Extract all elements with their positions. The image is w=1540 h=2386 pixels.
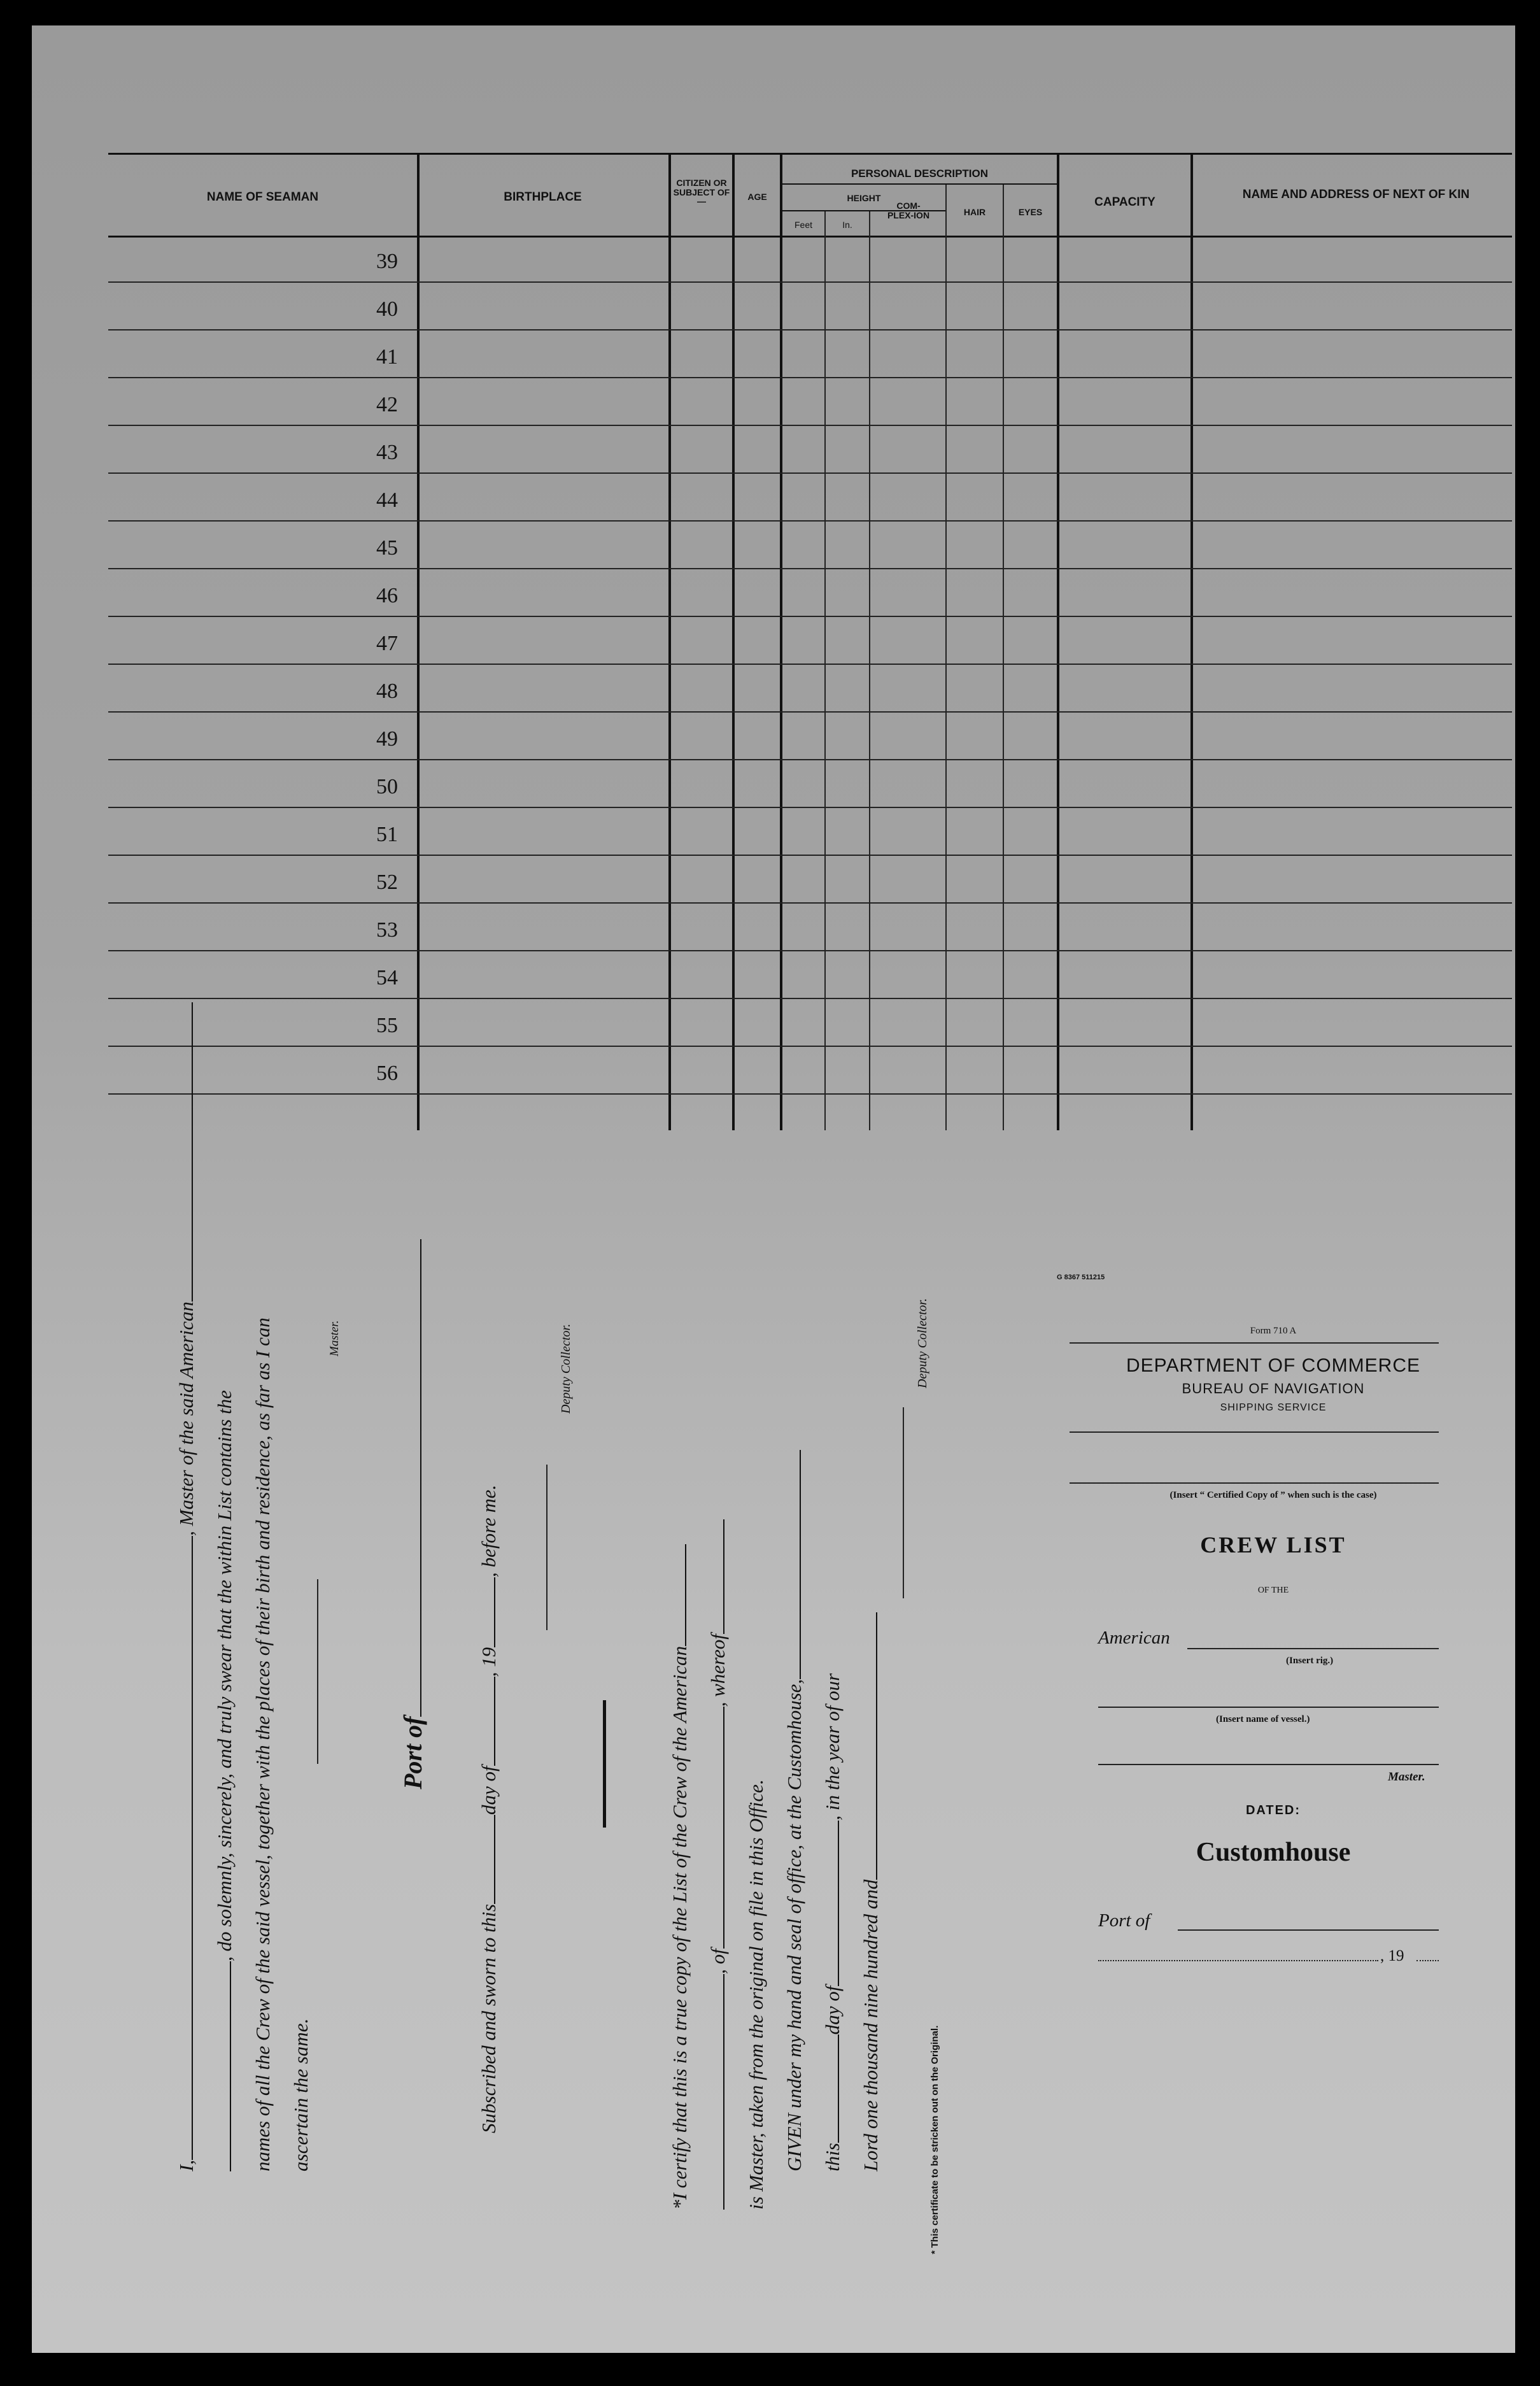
oath-subscribed-line	[477, 1485, 500, 2133]
row-rule	[108, 329, 1512, 330]
table-row	[108, 331, 1512, 379]
row-rule	[108, 759, 1512, 760]
header-capacity: CAPACITY	[1094, 195, 1155, 209]
oath-line-4: ascertain the same.	[290, 2018, 312, 2171]
header-personal-description: PERSONAL DESCRIPTION	[851, 167, 989, 180]
crew-list-title: CREW LIST	[1200, 1532, 1346, 1558]
row-number: 45	[376, 536, 398, 560]
row-number: 56	[376, 1062, 398, 1085]
cover-port-of-label: Port of	[1098, 1910, 1150, 1931]
cert-line4-text: GIVEN under my hand and seal of office, at the Customhouse,	[783, 1679, 805, 2171]
american-label: American	[1098, 1628, 1170, 1648]
subscribed-month-blank	[494, 1677, 495, 1766]
oath-line-3: names of all the Crew of the said vessel, together with the places of their birth and residence, as far as I can	[251, 1317, 274, 2171]
table-row	[108, 761, 1512, 809]
table-top-rule	[108, 153, 1512, 155]
row-number: 55	[376, 1014, 398, 1037]
cover-date-blank	[1098, 1960, 1378, 1961]
row-rule	[108, 902, 1512, 904]
cert-customhouse-blank	[800, 1450, 801, 1679]
cover-port-blank	[1178, 1929, 1439, 1931]
row-number: 46	[376, 584, 398, 607]
subscribed-text-c: , 19	[477, 1647, 500, 1677]
customhouse-title: Customhouse	[1196, 1838, 1351, 1867]
oath-port-of-label: Port of	[399, 1716, 427, 1789]
cert-line1-text: *I certify that this is a true copy of the List of the Crew of the American	[668, 1645, 691, 2210]
table-row	[108, 952, 1512, 1000]
certified-copy-blank	[1070, 1482, 1439, 1484]
oath-port-of	[398, 1239, 428, 1789]
vessel-name-line	[1098, 1707, 1439, 1708]
insert-vessel-note: (Insert name of vessel.)	[1216, 1714, 1310, 1724]
service-title: SHIPPING SERVICE	[1220, 1402, 1327, 1413]
table-row	[108, 427, 1512, 474]
oath-line-1	[175, 1002, 198, 2171]
section-divider	[603, 1700, 606, 1828]
document-sheet	[32, 25, 1515, 2353]
row-rule	[108, 664, 1512, 665]
row-number: 48	[376, 679, 398, 703]
row-rule	[108, 855, 1512, 856]
table-row	[108, 379, 1512, 427]
oath-i: I,	[175, 2159, 197, 2171]
rig-blank	[1187, 1648, 1439, 1649]
subscribed-text-b: day of	[477, 1766, 500, 1815]
row-rule	[108, 1046, 1512, 1047]
table-row	[108, 522, 1512, 570]
table-row	[108, 665, 1512, 713]
department-title: DEPARTMENT OF COMMERCE	[1126, 1355, 1421, 1376]
print-code: G 8367 511215	[1057, 1274, 1105, 1281]
table-row	[108, 713, 1512, 761]
row-number: 50	[376, 775, 398, 799]
bureau-title: BUREAU OF NAVIGATION	[1182, 1381, 1365, 1396]
header-feet: Feet	[794, 220, 812, 230]
header-birthplace: BIRTHPLACE	[504, 190, 582, 204]
oath-port-blank	[420, 1239, 421, 1717]
crew-table	[108, 153, 1512, 1153]
table-row	[108, 474, 1512, 522]
row-rule	[108, 1093, 1512, 1095]
header-hair: HAIR	[963, 207, 986, 217]
cover-year-blank	[1416, 1960, 1439, 1961]
insert-rig-note: (Insert rig.)	[1286, 1656, 1334, 1666]
cover-year-label: , 19	[1380, 1947, 1404, 1964]
table-row	[108, 570, 1512, 618]
master-name-blank-2	[230, 1961, 231, 2171]
vessel-name-blank	[192, 1002, 193, 1302]
cert-year-blank	[876, 1612, 877, 1880]
cert-line-4	[783, 1450, 806, 2171]
row-rule	[108, 281, 1512, 283]
header-height: HEIGHT	[847, 193, 881, 203]
cert-footnote: * This certificate to be stricken out on the Original.	[929, 2025, 940, 2254]
row-number: 43	[376, 441, 398, 464]
row-number: 53	[376, 918, 398, 942]
header-age: AGE	[747, 192, 767, 202]
cert-this: this	[821, 2143, 844, 2171]
row-number: 52	[376, 870, 398, 894]
oath-line-2	[213, 1390, 236, 2171]
row-rule	[108, 425, 1512, 426]
cert-day-of: day of	[821, 1985, 844, 2035]
table-row	[108, 618, 1512, 665]
cover-rule-1	[1070, 1342, 1439, 1344]
cert-whereof: , whereof	[707, 1634, 729, 1707]
oath-master-label: Master.	[328, 1320, 341, 1356]
row-rule	[108, 568, 1512, 569]
row-rule	[108, 520, 1512, 522]
of-the-label: OF THE	[1257, 1586, 1289, 1595]
row-rule	[108, 950, 1512, 951]
cert-line-3: is Master, taken from the original on file in this Office.	[745, 1779, 767, 2210]
row-number: 54	[376, 966, 398, 990]
form-number: Form 710 A	[1250, 1326, 1297, 1336]
row-number: 47	[376, 632, 398, 655]
row-number: 39	[376, 250, 398, 273]
cert-month-blank	[838, 1821, 839, 1986]
deputy-signature-line-2	[903, 1407, 904, 1598]
row-number: 49	[376, 727, 398, 751]
personal-desc-rule	[780, 183, 1057, 185]
subscribed-text-a: Subscribed and sworn to this	[477, 1904, 500, 2133]
header-inches: In.	[842, 220, 852, 230]
table-row	[108, 283, 1512, 331]
master-name-blank	[192, 1536, 193, 2160]
cert-master-blank	[723, 1519, 724, 1634]
oath-line2-text: , do solemnly, sincerely, and truly swear that the within List contains the	[213, 1390, 236, 1961]
header-name: NAME OF SEAMAN	[206, 190, 319, 204]
cert-vessel-blank	[685, 1544, 686, 1646]
cert-port-blank	[723, 1707, 724, 1949]
table-row	[108, 236, 1512, 283]
master-name-line	[1098, 1764, 1439, 1765]
row-number: 44	[376, 488, 398, 512]
header-next-of-kin: NAME AND ADDRESS OF NEXT OF KIN	[1242, 188, 1470, 201]
row-rule	[108, 807, 1512, 808]
oath-line1-tail: , Master of the said American	[175, 1301, 197, 1536]
table-row	[108, 1047, 1512, 1095]
row-number: 51	[376, 823, 398, 846]
cover-rule-2	[1070, 1431, 1439, 1433]
deputy-signature-line-1	[546, 1465, 547, 1630]
cert-day-blank	[838, 2034, 839, 2143]
subscribed-day-blank	[494, 1815, 495, 1904]
cert-line-5	[821, 1673, 844, 2171]
table-row	[108, 809, 1512, 856]
table-row	[108, 1000, 1512, 1047]
cert-line-1	[668, 1544, 691, 2210]
cert-deputy-collector: Deputy Collector.	[915, 1298, 929, 1388]
subscribed-text-d: , before me.	[477, 1484, 500, 1577]
cert-of: , of	[707, 1949, 729, 1974]
header-complexion: COM-PLEX-ION	[887, 201, 930, 220]
row-rule	[108, 377, 1512, 378]
cert-year-of-our: , in the year of our	[821, 1673, 844, 1821]
cover-master-label: Master.	[1388, 1770, 1425, 1784]
header-eyes: EYES	[1018, 207, 1043, 217]
row-number: 41	[376, 345, 398, 369]
table-row	[108, 904, 1512, 952]
oath-deputy-collector: Deputy Collector.	[559, 1323, 573, 1414]
row-rule	[108, 998, 1512, 999]
cert-vessel-name-blank	[723, 1974, 724, 2210]
cert-line-6	[859, 1612, 882, 2171]
row-number: 40	[376, 297, 398, 321]
row-number: 42	[376, 393, 398, 416]
row-rule	[108, 616, 1512, 617]
insert-note: (Insert “ Certified Copy of ” when such is the case)	[1169, 1490, 1377, 1500]
dated-label: DATED:	[1245, 1803, 1301, 1817]
subscribed-year-blank	[494, 1577, 495, 1647]
cert-line6-text: Lord one thousand nine hundred and	[859, 1879, 882, 2171]
row-rule	[108, 711, 1512, 713]
table-row	[108, 856, 1512, 904]
header-citizen: CITIZEN OR SUBJECT OF—	[673, 178, 730, 207]
row-rule	[108, 472, 1512, 474]
master-signature-line	[317, 1579, 318, 1764]
cert-line-2	[707, 1519, 730, 2210]
